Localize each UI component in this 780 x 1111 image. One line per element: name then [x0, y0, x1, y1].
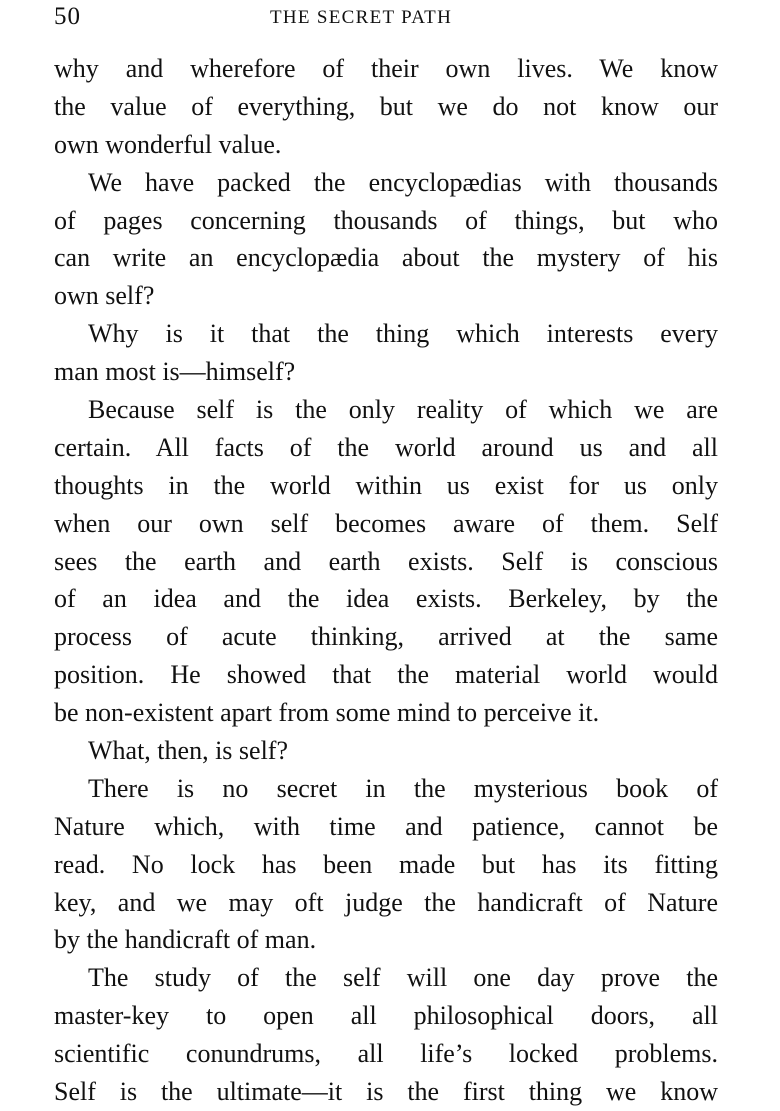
text-line: master-key to open all philosophical doors, all	[54, 1001, 718, 1031]
text-line: can write an encyclopædia about the mystery of his	[54, 243, 718, 273]
text-line: key, and we may oft judge the handicraft of Nature	[54, 887, 718, 917]
text-line: when our own self becomes aware of them. Self	[54, 508, 718, 538]
text-line: process of acute thinking, arrived at the same	[54, 622, 718, 652]
text-line: Why is it that the thing which interests every	[88, 319, 718, 349]
text-line: sees the earth and earth exists. Self is conscious	[54, 546, 718, 576]
text-line: There is no secret in the mysterious book of	[88, 773, 718, 803]
text-line: Because self is the only reality of which we are	[88, 395, 718, 425]
text-line: by the handicraft of man.	[54, 925, 317, 955]
text-line: Self is the ultimate—it is the first thing we know	[54, 1077, 718, 1107]
text-line: why and wherefore of their own lives. We know	[54, 54, 718, 83]
text-line: position. He showed that the material world would	[54, 660, 718, 690]
text-line: the value of everything, but we do not know our	[54, 91, 718, 121]
text-line: The study of the self will one day prove the	[88, 963, 718, 993]
text-line: own wonderful value.	[54, 129, 282, 159]
running-title: THE SECRET PATH	[270, 7, 453, 28]
text-line: of pages concerning thousands of things, but who	[54, 205, 718, 235]
text-line: of an idea and the idea exists. Berkeley, by the	[54, 584, 718, 614]
running-head	[54, 2, 718, 32]
body-text	[54, 50, 718, 1111]
text-line: certain. All facts of the world around us and all	[54, 432, 718, 462]
text-line: What, then, is self?	[88, 736, 288, 766]
text-line: read. No lock has been made but has its fitting	[54, 849, 718, 879]
text-line: Nature which, with time and patience, cannot be	[54, 811, 718, 841]
text-line: be non-existent apart from some mind to perceive it.	[54, 698, 600, 728]
text-line: man most is—himself?	[54, 357, 296, 387]
text-line: thoughts in the world within us exist for us only	[54, 470, 718, 500]
text-line: own self?	[54, 281, 155, 311]
page-number: 50	[54, 3, 81, 30]
text-line: scientific conundrums, all life’s locked problems.	[54, 1039, 718, 1069]
text-line: We have packed the encyclopædias with thousands	[88, 167, 718, 197]
